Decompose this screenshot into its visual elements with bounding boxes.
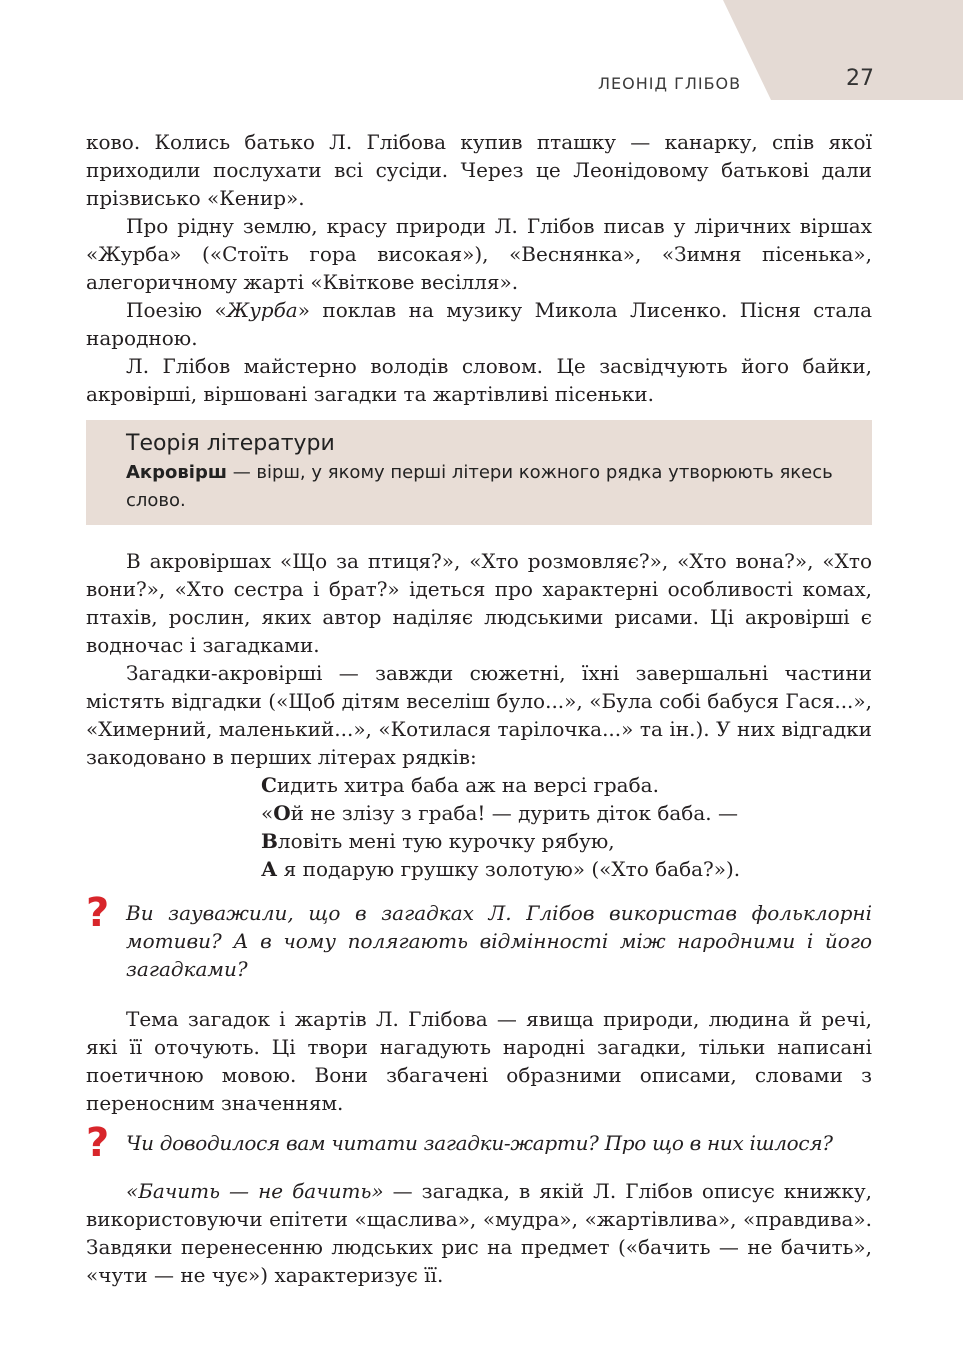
poem-initial: В: [261, 829, 278, 853]
header-corner-decoration: [723, 0, 963, 100]
page-content: [86, 128, 872, 1289]
theory-title: Теорія літератури: [126, 431, 335, 456]
acrostic-poem: [261, 771, 872, 883]
poem-line-1: [261, 771, 872, 799]
poem-title-zhurba: Журба: [226, 298, 298, 322]
poem-initial: О: [273, 801, 291, 825]
paragraph-4: Л. Глібов майстерно володів словом. Це засвідчують його байки, акровірші, віршовані загадки та жартівливі пісеньки.: [86, 354, 872, 406]
paragraph-3-start: Поезію «: [126, 298, 227, 322]
poem-line-4: [261, 855, 872, 883]
poem-line-text: идить хитра баба аж на версі граба.: [276, 773, 659, 797]
poem-line-2: [261, 799, 872, 827]
question-block-1: [86, 890, 872, 983]
poem-line-prefix: «: [261, 801, 274, 825]
poem-initial: А: [261, 857, 278, 881]
paragraph-2: Про рідну землю, красу природи Л. Глібов писав у ліричних віршах «Журба» («Стоїть гора високая»), «Веснянка», «Зимня пісенька», алегоричному жарті «Квіткове весілля».: [86, 214, 872, 294]
theory-definition: [126, 459, 856, 515]
riddle-title: «Бачить — не бачить»: [126, 1179, 384, 1203]
poem-line-text: ловіть мені тую курочку рябую,: [277, 829, 615, 853]
paragraph-7: Тема загадок і жартів Л. Глібова — явища природи, людина й речі, які її оточують. Ці твори нагадують народні загадки, тільки написані поетичною мовою. Вони збагачені образними описами, словами з переносним значенням.: [86, 1007, 872, 1115]
paragraph-6: Загадки-акровірші — завжди сюжетні, їхні завершальні частини містять відгадки («Щоб дітям веселіш було...», «Була собі бабуся Гася...», «Химерний, маленький...», «Котилася тарілочка...» та ін.). У них відгадки закодовано в перших літерах рядків:: [86, 661, 872, 769]
paragraph-5: В акровіршах «Що за птиця?», «Хто розмовляє?», «Хто вона?», «Хто вони?», «Хто сестра і брат?» ідеться про характерні особливості комах, птахів, рослин, яких автор наділяє людськими рисами. Ці акровірші є водночас і загадками.: [86, 549, 872, 657]
paragraph-3-end: » поклав на музику Микола Лисенко. Пісня стала народною.: [86, 298, 872, 350]
question-block-2: [86, 1120, 872, 1166]
theory-definition-text: — вірш, у якому перші літери кожного рядка утворюють якесь слово.: [126, 462, 833, 511]
page-number: 27: [846, 66, 874, 91]
question-mark-icon: ?: [86, 890, 110, 936]
running-head: ЛЕОНІД ГЛІБОВ: [598, 74, 742, 93]
poem-line-text: я подарую грушку золотую» («Хто баба?»).: [277, 857, 741, 881]
paragraph-8: [86, 1177, 872, 1289]
paragraph-3: [86, 296, 872, 352]
theory-box: [86, 420, 872, 525]
question-mark-icon: ?: [86, 1120, 110, 1166]
question-2-text: Чи доводилося вам читати загадки-жарти? Про що в них ішлося?: [126, 1131, 833, 1155]
question-1-text: Ви зауважили, що в загадках Л. Глібов використав фольклорні мотиви? А в чому полягають відмінності між народними і його загадками?: [126, 901, 872, 981]
poem-initial: С: [261, 773, 277, 797]
poem-line-3: [261, 827, 872, 855]
paragraph-1: ково. Колись батько Л. Глібова купив пташку — канарку, спів якої приходили послухати всі сусіди. Через це Леонідовому батькові дали прізвисько «Кенир».: [86, 130, 872, 210]
paragraph-8-text: — загадка, в якій Л. Глібов описує книжку, використовуючи епітети «щаслива», «мудра», «жартівлива», «правдива». Завдяки перенесенню людських рис на предмет («бачить — не бачить», «чути — не чує») характеризує її.: [86, 1179, 872, 1287]
theory-term: Акровірш: [126, 462, 227, 483]
poem-line-text: й не злізу з граба! — дурить діток баба. —: [290, 801, 738, 825]
